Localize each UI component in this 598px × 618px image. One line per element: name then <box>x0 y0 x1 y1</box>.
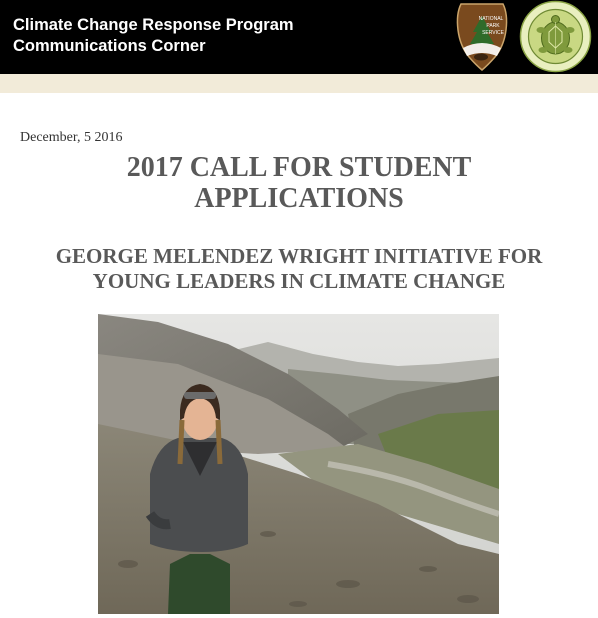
article-subtitle-line-1: GEORGE MELENDEZ WRIGHT INITIATIVE FOR <box>55 244 543 268</box>
header-title-line-1: Climate Change Response Program <box>13 16 294 34</box>
article-title-line-2: APPLICATIONS <box>194 183 404 214</box>
article-subtitle-line-2: YOUNG LEADERS IN CLIMATE CHANGE <box>92 269 506 293</box>
article-title <box>0 152 598 214</box>
article-date: December, 5 2016 <box>20 130 123 145</box>
svg-text:PARK: PARK <box>486 23 500 29</box>
header-title-line-2: Communications Corner <box>13 37 206 55</box>
svg-text:NATIONAL: NATIONAL <box>478 16 504 22</box>
header-title <box>13 15 294 57</box>
turtle-seal-icon[interactable] <box>519 0 592 73</box>
hiker-mountain-photo <box>98 314 499 614</box>
article-subtitle <box>0 244 598 294</box>
article-title-line-1: 2017 CALL FOR STUDENT <box>126 152 472 183</box>
svg-text:SERVICE: SERVICE <box>482 30 504 36</box>
newsletter-header <box>0 0 598 74</box>
header-divider-stripe <box>0 74 598 93</box>
national-park-service-arrowhead-icon[interactable] <box>455 2 509 71</box>
